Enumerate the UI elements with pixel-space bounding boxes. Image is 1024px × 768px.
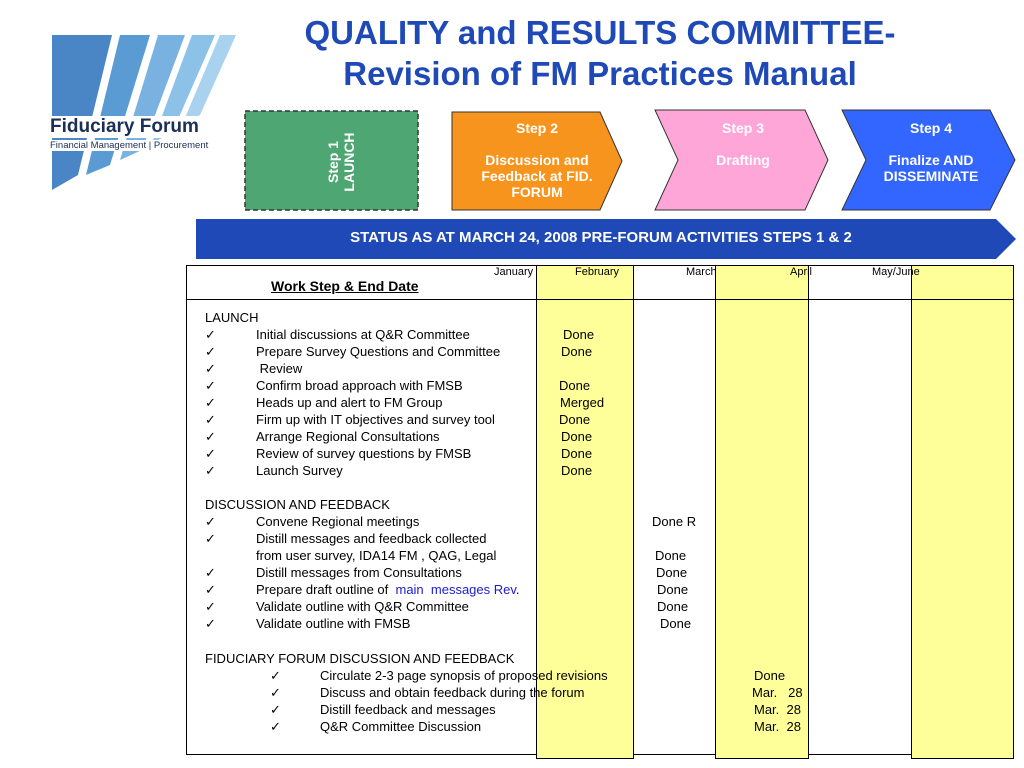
section-forum-title: FIDUCIARY FORUM DISCUSSION AND FEEDBACK xyxy=(205,651,515,666)
month-february: February xyxy=(575,266,620,278)
step-1-desc: LAUNCH xyxy=(341,132,357,192)
check-icon: ✓ xyxy=(205,395,216,410)
list-item: Q&R Committee Discussion xyxy=(320,719,482,734)
step-3-text xyxy=(668,120,818,168)
timeline-column-3 xyxy=(911,265,1014,759)
item-status: Mar. 28 xyxy=(754,719,801,734)
list-item: Circulate 2-3 page synopsis of proposed revisions xyxy=(320,668,608,683)
list-item: Arrange Regional Consultations xyxy=(256,429,440,444)
list-item: Firm up with IT objectives and survey tool xyxy=(256,412,495,427)
status-banner-text: STATUS AS AT MARCH 24, 2008 PRE-FORUM ACTIVITIES STEPS 1 & 2 xyxy=(350,229,852,246)
check-icon: ✓ xyxy=(205,531,216,546)
check-icon: ✓ xyxy=(205,599,216,614)
logo-subtitle: Financial Management | Procurement xyxy=(50,140,212,151)
month-april: April xyxy=(790,266,813,278)
list-item: Heads up and alert to FM Group xyxy=(256,395,443,410)
check-icon: ✓ xyxy=(270,668,281,683)
item-status: Done xyxy=(561,463,593,478)
list-item: Convene Regional meetings xyxy=(256,514,420,529)
check-icon: ✓ xyxy=(205,412,216,427)
item-status: Done xyxy=(559,378,591,393)
month-march: March xyxy=(686,266,717,278)
check-icon: ✓ xyxy=(270,719,281,734)
list-item: Distill messages from Consultations xyxy=(256,565,462,580)
item-status: Done xyxy=(656,565,688,580)
step-4-desc-1: Finalize AND xyxy=(888,152,974,168)
check-icon: ✓ xyxy=(270,685,281,700)
list-item-continuation: from user survey, IDA14 FM , QAG, Legal xyxy=(256,548,497,563)
step-2-desc-2: Feedback at FID. xyxy=(481,168,593,184)
item-status: Done xyxy=(561,429,593,444)
step-3-desc-1: Drafting xyxy=(716,152,770,168)
item-status: Done xyxy=(561,344,593,359)
item-status: Done R xyxy=(652,514,697,529)
list-item: Discuss and obtain feedback during the forum xyxy=(320,685,585,700)
list-item xyxy=(256,582,520,597)
check-icon: ✓ xyxy=(205,327,216,342)
main-messages-link[interactable]: main messages Rev xyxy=(395,582,516,597)
step-3-label: Step 3 xyxy=(721,120,764,136)
check-icon: ✓ xyxy=(205,616,216,631)
step-4-text xyxy=(856,120,1006,184)
item-status: Merged xyxy=(560,395,605,410)
item-status: Done xyxy=(657,599,689,614)
item-status: Done xyxy=(657,582,689,597)
check-icon: ✓ xyxy=(205,582,216,597)
check-icon: ✓ xyxy=(205,514,216,529)
step-1-label: Step 1 xyxy=(325,141,341,184)
check-icon: ✓ xyxy=(205,378,216,393)
item-status: Done xyxy=(754,668,786,683)
list-item: Validate outline with FMSB xyxy=(256,616,411,631)
item-status: Done xyxy=(660,616,692,631)
work-step-header: Work Step & End Date xyxy=(271,278,419,294)
step-2-text xyxy=(452,120,622,200)
section-launch-title: LAUNCH xyxy=(205,310,259,325)
month-january: January xyxy=(494,266,534,278)
check-icon: ✓ xyxy=(205,446,216,461)
item-status: Mar. 28 xyxy=(754,702,801,717)
list-item: Review of survey questions by FMSB xyxy=(256,446,472,461)
logo-name: Fiduciary Forum xyxy=(50,116,203,138)
list-item: Prepare Survey Questions and Committee xyxy=(256,344,501,359)
check-icon: ✓ xyxy=(205,361,216,376)
item-status: Done xyxy=(561,446,593,461)
list-item: Confirm broad approach with FMSB xyxy=(256,378,463,393)
title-line-2: Revision of FM Practices Manual xyxy=(343,55,857,92)
step-4-label: Step 4 xyxy=(909,120,952,136)
check-icon: ✓ xyxy=(205,463,216,478)
month-may-june: May/June xyxy=(872,266,920,278)
check-icon: ✓ xyxy=(205,565,216,580)
item-status: Mar. 28 xyxy=(752,685,803,700)
step-2-desc-3: FORUM xyxy=(511,184,563,200)
item-text-suffix: . xyxy=(515,582,520,597)
list-item: Initial discussions at Q&R Committee xyxy=(256,327,470,342)
check-icon: ✓ xyxy=(270,702,281,717)
step-2-desc-1: Discussion and xyxy=(485,152,589,168)
list-item: Distill feedback and messages xyxy=(320,702,496,717)
step-2-label: Step 2 xyxy=(515,120,558,136)
item-status: Done xyxy=(559,412,591,427)
check-icon: ✓ xyxy=(205,344,216,359)
section-discussion-title: DISCUSSION AND FEEDBACK xyxy=(205,497,390,512)
title-line-1: QUALITY and RESULTS COMMITTEE- xyxy=(304,14,896,51)
step-1-text xyxy=(264,122,418,202)
item-status: Done xyxy=(563,327,595,342)
list-item: Launch Survey xyxy=(256,463,343,478)
list-item: Review xyxy=(256,361,303,376)
list-item: Distill messages and feedback collected xyxy=(256,531,487,546)
item-text-prefix: Prepare draft outline of xyxy=(256,582,396,597)
list-item: Validate outline with Q&R Committee xyxy=(256,599,469,614)
check-icon: ✓ xyxy=(205,429,216,444)
table-header-rule xyxy=(186,299,1014,300)
step-4-desc-2: DISSEMINATE xyxy=(883,168,979,184)
item-status: Done xyxy=(655,548,687,563)
